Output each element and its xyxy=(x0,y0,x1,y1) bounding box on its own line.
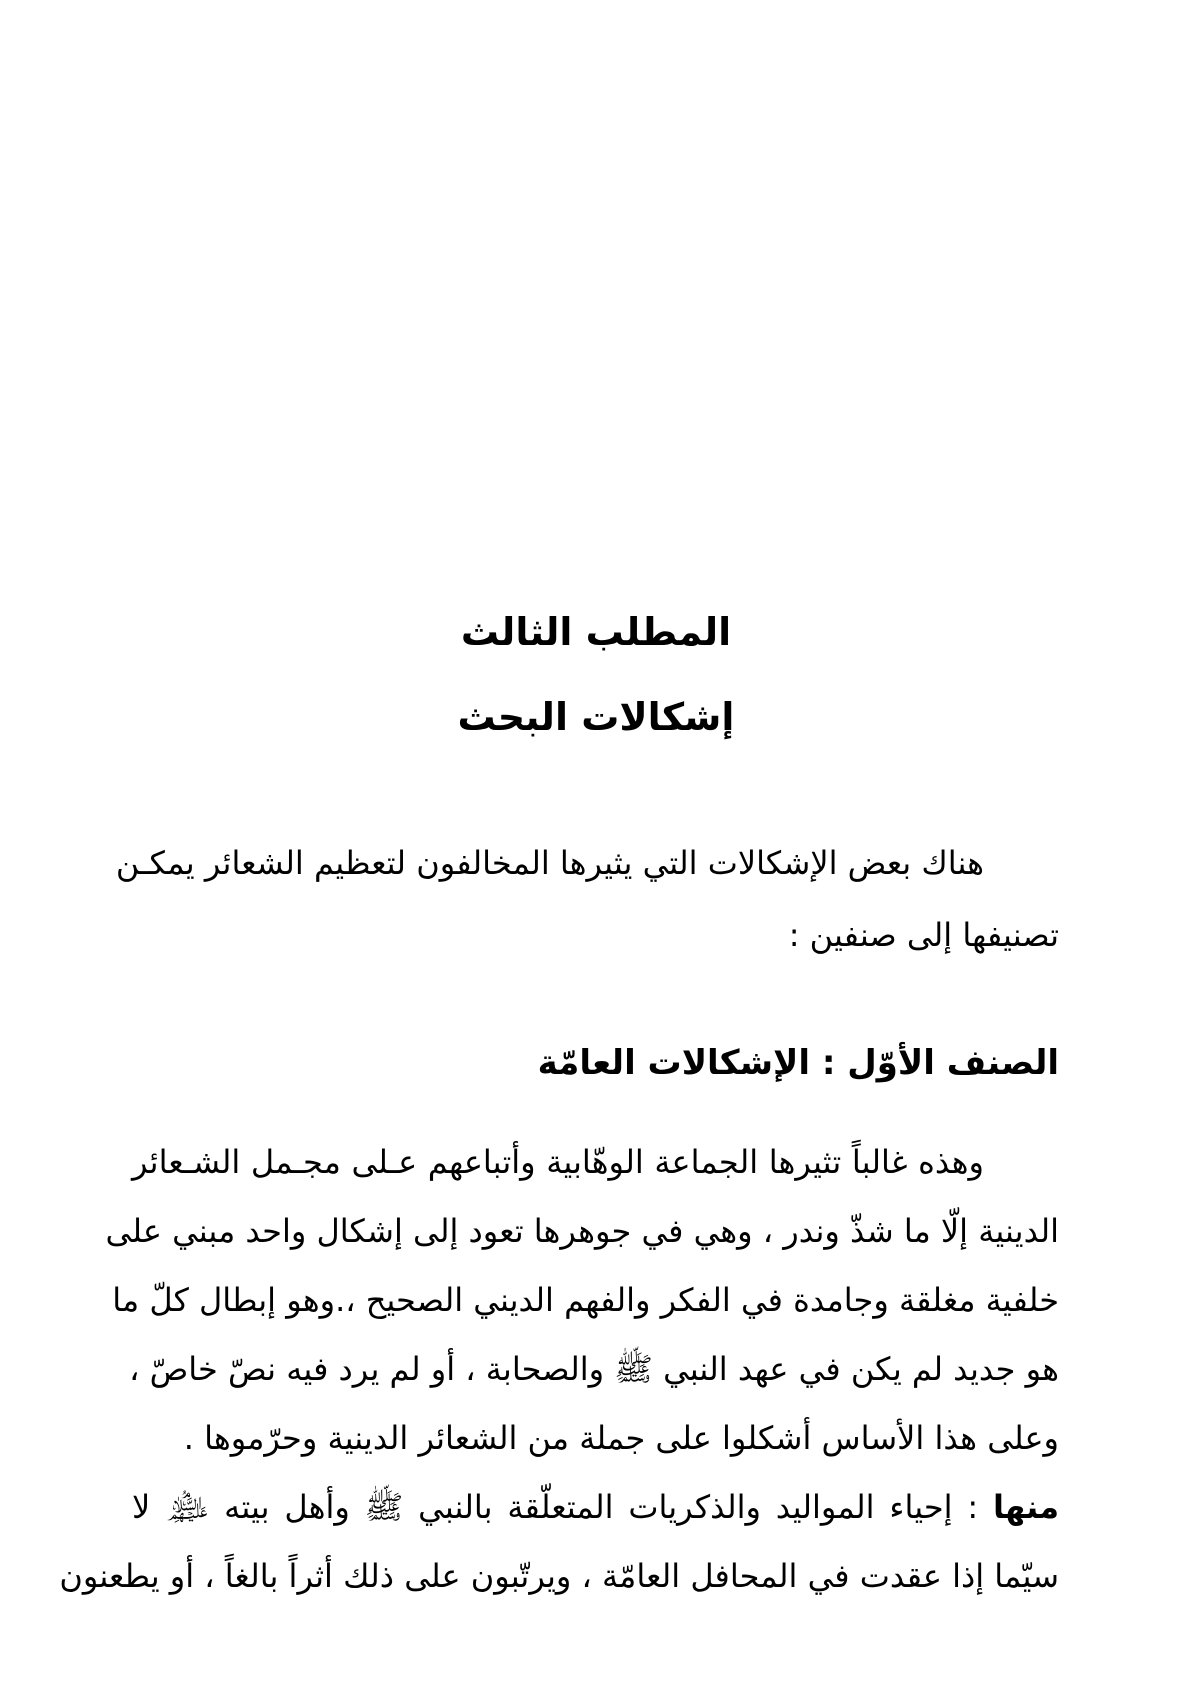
example-line: سيّما إذا عقدت في المحافل العامّة ، ويرتّبون على ذلك أثراً بالغاً ، أو يطعنون xyxy=(59,1557,1059,1595)
paragraph-line: خلفية مغلقة وجامدة في الفكر والفهم الديني الصحيح ،.وهو إبطال كلّ ما xyxy=(112,1281,1059,1319)
example-line xyxy=(132,1487,1059,1527)
paragraph-line: هو جديد لم يكن في عهد النبي ﷺ والصحابة ، أو لم يرد فيه نصّ خاصّ ، xyxy=(129,1350,1059,1388)
section-subtitle: إشكالات البحث xyxy=(457,695,735,739)
category-heading: الصنف الأوّل : الإشكالات العامّة xyxy=(537,1043,1059,1083)
example-lead: منها xyxy=(993,1488,1060,1526)
intro-line: تصنيفها إلى صنفين : xyxy=(788,916,1059,954)
paragraph-line: وهذه غالباً تثيرها الجماعة الوهّابية وأتباعهم عـلى مجـمل الشـعائر xyxy=(132,1143,984,1181)
example-text: : إحياء المواليد والذكريات المتعلّقة بالنبي ﷺ وأهل بيته ﵈ لا xyxy=(132,1488,979,1526)
paragraph-line: الدينية إلّا ما شذّ وندر ، وهي في جوهرها تعود إلى إشكال واحد مبني على xyxy=(105,1212,1059,1250)
intro-line: هناك بعض الإشكالات التي يثيرها المخالفون لتعظيم الشعائر يمكـن xyxy=(115,844,984,882)
section-title: المطلب الثالث xyxy=(460,610,732,654)
paragraph-line: وعلى هذا الأساس أشكلوا على جملة من الشعائر الدينية وحرّموها . xyxy=(183,1419,1059,1457)
